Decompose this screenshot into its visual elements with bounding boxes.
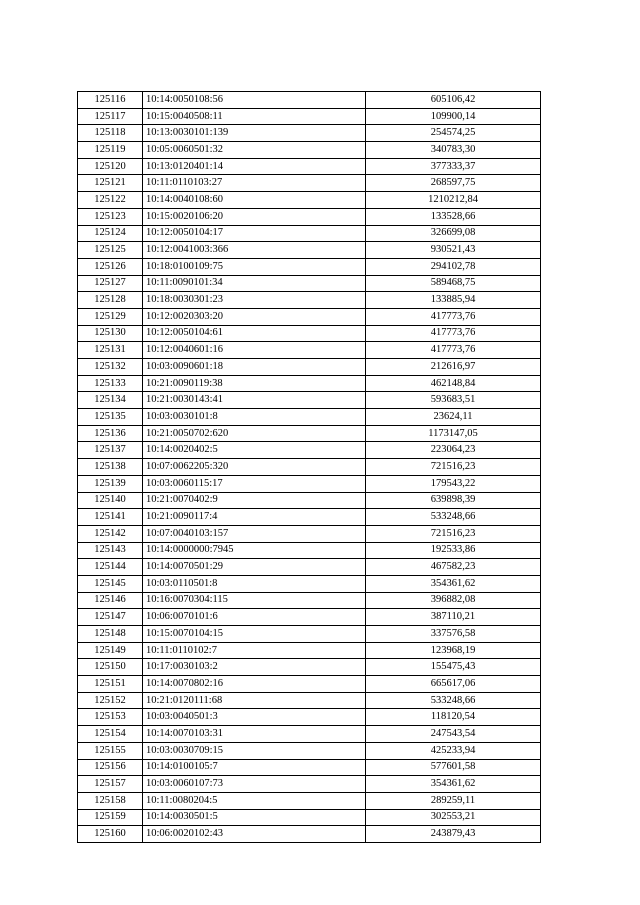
table-row	[78, 125, 541, 142]
cadastral-number-cell: 10:18:0030301:23	[143, 292, 366, 309]
row-id-cell: 125159	[78, 809, 143, 826]
amount-cell: 387110,21	[366, 609, 541, 626]
amount-cell: 930521,43	[366, 242, 541, 259]
cadastral-number-cell: 10:03:0030101:8	[143, 409, 366, 426]
row-id-cell: 125135	[78, 409, 143, 426]
table-row	[78, 575, 541, 592]
table-row	[78, 425, 541, 442]
amount-cell: 192533,86	[366, 542, 541, 559]
row-id-cell: 125154	[78, 726, 143, 743]
table-row	[78, 409, 541, 426]
table-row	[78, 759, 541, 776]
cadastral-number-cell: 10:11:0080204:5	[143, 792, 366, 809]
amount-cell: 721516,23	[366, 459, 541, 476]
row-id-cell: 125151	[78, 676, 143, 693]
row-id-cell: 125149	[78, 642, 143, 659]
row-id-cell: 125121	[78, 175, 143, 192]
cadastral-number-cell: 10:14:0040108:60	[143, 192, 366, 209]
amount-cell: 340783,30	[366, 142, 541, 159]
cadastral-number-cell: 10:12:0050104:61	[143, 325, 366, 342]
cadastral-number-cell: 10:14:0100105:7	[143, 759, 366, 776]
row-id-cell: 125146	[78, 592, 143, 609]
amount-cell: 326699,08	[366, 225, 541, 242]
table-row	[78, 692, 541, 709]
table-row	[78, 142, 541, 159]
cadastral-number-cell: 10:14:0070103:31	[143, 726, 366, 743]
cadastral-number-cell: 10:14:0000000:7945	[143, 542, 366, 559]
cadastral-number-cell: 10:15:0040508:11	[143, 108, 366, 125]
row-id-cell: 125137	[78, 442, 143, 459]
row-id-cell: 125155	[78, 742, 143, 759]
row-id-cell: 125156	[78, 759, 143, 776]
row-id-cell: 125126	[78, 258, 143, 275]
row-id-cell: 125142	[78, 525, 143, 542]
amount-cell: 179543,22	[366, 475, 541, 492]
row-id-cell: 125145	[78, 575, 143, 592]
table-row	[78, 375, 541, 392]
cadastral-number-cell: 10:14:0070802:16	[143, 676, 366, 693]
table-row	[78, 509, 541, 526]
amount-cell: 123968,19	[366, 642, 541, 659]
amount-cell: 639898,39	[366, 492, 541, 509]
amount-cell: 223064,23	[366, 442, 541, 459]
row-id-cell: 125129	[78, 308, 143, 325]
table-row	[78, 559, 541, 576]
row-id-cell: 125150	[78, 659, 143, 676]
amount-cell: 425233,94	[366, 742, 541, 759]
table-row	[78, 676, 541, 693]
cadastral-number-cell: 10:11:0090101:34	[143, 275, 366, 292]
row-id-cell: 125133	[78, 375, 143, 392]
cadastral-number-cell: 10:21:0070402:9	[143, 492, 366, 509]
table-row	[78, 292, 541, 309]
amount-cell: 23624,11	[366, 409, 541, 426]
cadastral-number-cell: 10:13:0120401:14	[143, 158, 366, 175]
table-row	[78, 642, 541, 659]
amount-cell: 337576,58	[366, 626, 541, 643]
row-id-cell: 125147	[78, 609, 143, 626]
amount-cell: 589468,75	[366, 275, 541, 292]
cadastral-number-cell: 10:21:0090117:4	[143, 509, 366, 526]
amount-cell: 417773,76	[366, 342, 541, 359]
table-row	[78, 542, 541, 559]
row-id-cell: 125134	[78, 392, 143, 409]
cadastral-number-cell: 10:03:0090601:18	[143, 359, 366, 376]
row-id-cell: 125125	[78, 242, 143, 259]
row-id-cell: 125128	[78, 292, 143, 309]
data-table	[77, 91, 541, 843]
table-row	[78, 726, 541, 743]
cadastral-number-cell: 10:21:0050702:620	[143, 425, 366, 442]
table-row	[78, 359, 541, 376]
cadastral-number-cell: 10:03:0030709:15	[143, 742, 366, 759]
cadastral-number-cell: 10:11:0110102:7	[143, 642, 366, 659]
table-row	[78, 392, 541, 409]
amount-cell: 417773,76	[366, 308, 541, 325]
table-row	[78, 275, 541, 292]
amount-cell: 212616,97	[366, 359, 541, 376]
cadastral-number-cell: 10:03:0060107:73	[143, 776, 366, 793]
amount-cell: 289259,11	[366, 792, 541, 809]
table-row	[78, 592, 541, 609]
row-id-cell: 125158	[78, 792, 143, 809]
table-row	[78, 475, 541, 492]
table-row	[78, 776, 541, 793]
table-row	[78, 342, 541, 359]
amount-cell: 247543,54	[366, 726, 541, 743]
row-id-cell: 125116	[78, 92, 143, 109]
amount-cell: 665617,06	[366, 676, 541, 693]
table-row	[78, 826, 541, 843]
row-id-cell: 125144	[78, 559, 143, 576]
cadastral-number-cell: 10:03:0040501:3	[143, 709, 366, 726]
amount-cell: 268597,75	[366, 175, 541, 192]
cadastral-number-cell: 10:15:0020106:20	[143, 208, 366, 225]
table-row	[78, 92, 541, 109]
row-id-cell: 125123	[78, 208, 143, 225]
cadastral-number-cell: 10:14:0070501:29	[143, 559, 366, 576]
amount-cell: 302553,21	[366, 809, 541, 826]
amount-cell: 354361,62	[366, 575, 541, 592]
row-id-cell: 125141	[78, 509, 143, 526]
table-row	[78, 325, 541, 342]
row-id-cell: 125160	[78, 826, 143, 843]
amount-cell: 254574,25	[366, 125, 541, 142]
cadastral-number-cell: 10:21:0090119:38	[143, 375, 366, 392]
table-row	[78, 525, 541, 542]
table-row	[78, 459, 541, 476]
amount-cell: 133885,94	[366, 292, 541, 309]
amount-cell: 396882,08	[366, 592, 541, 609]
row-id-cell: 125127	[78, 275, 143, 292]
cadastral-number-cell: 10:14:0020402:5	[143, 442, 366, 459]
table-row	[78, 225, 541, 242]
row-id-cell: 125117	[78, 108, 143, 125]
amount-cell: 133528,66	[366, 208, 541, 225]
cadastral-number-cell: 10:17:0030103:2	[143, 659, 366, 676]
cadastral-number-cell: 10:12:0050104:17	[143, 225, 366, 242]
table-row	[78, 208, 541, 225]
amount-cell: 354361,62	[366, 776, 541, 793]
table-row	[78, 809, 541, 826]
cadastral-number-cell: 10:06:0020102:43	[143, 826, 366, 843]
table-body	[78, 92, 541, 843]
table-row	[78, 108, 541, 125]
cadastral-number-cell: 10:03:0110501:8	[143, 575, 366, 592]
table-row	[78, 442, 541, 459]
cadastral-number-cell: 10:12:0020303:20	[143, 308, 366, 325]
amount-cell: 462148,84	[366, 375, 541, 392]
cadastral-number-cell: 10:12:0040601:16	[143, 342, 366, 359]
row-id-cell: 125153	[78, 709, 143, 726]
amount-cell: 118120,54	[366, 709, 541, 726]
row-id-cell: 125152	[78, 692, 143, 709]
cadastral-number-cell: 10:21:0030143:41	[143, 392, 366, 409]
row-id-cell: 125136	[78, 425, 143, 442]
row-id-cell: 125131	[78, 342, 143, 359]
cadastral-number-cell: 10:07:0040103:157	[143, 525, 366, 542]
cadastral-number-cell: 10:21:0120111:68	[143, 692, 366, 709]
row-id-cell: 125157	[78, 776, 143, 793]
cadastral-number-cell: 10:14:0050108:56	[143, 92, 366, 109]
row-id-cell: 125120	[78, 158, 143, 175]
table-row	[78, 609, 541, 626]
table-row	[78, 192, 541, 209]
amount-cell: 1210212,84	[366, 192, 541, 209]
amount-cell: 155475,43	[366, 659, 541, 676]
table-row	[78, 492, 541, 509]
row-id-cell: 125143	[78, 542, 143, 559]
cadastral-number-cell: 10:03:0060115:17	[143, 475, 366, 492]
cadastral-number-cell: 10:06:0070101:6	[143, 609, 366, 626]
amount-cell: 467582,23	[366, 559, 541, 576]
table-row	[78, 258, 541, 275]
amount-cell: 1173147,05	[366, 425, 541, 442]
table-row	[78, 659, 541, 676]
amount-cell: 417773,76	[366, 325, 541, 342]
cadastral-number-cell: 10:05:0060501:32	[143, 142, 366, 159]
amount-cell: 533248,66	[366, 509, 541, 526]
amount-cell: 605106,42	[366, 92, 541, 109]
cadastral-number-cell: 10:07:0062205:320	[143, 459, 366, 476]
cadastral-number-cell: 10:18:0100109:75	[143, 258, 366, 275]
amount-cell: 577601,58	[366, 759, 541, 776]
row-id-cell: 125119	[78, 142, 143, 159]
amount-cell: 377333,37	[366, 158, 541, 175]
row-id-cell: 125130	[78, 325, 143, 342]
cadastral-number-cell: 10:15:0070104:15	[143, 626, 366, 643]
cadastral-number-cell: 10:11:0110103:27	[143, 175, 366, 192]
table-row	[78, 175, 541, 192]
row-id-cell: 125124	[78, 225, 143, 242]
row-id-cell: 125118	[78, 125, 143, 142]
row-id-cell: 125132	[78, 359, 143, 376]
row-id-cell: 125140	[78, 492, 143, 509]
row-id-cell: 125122	[78, 192, 143, 209]
row-id-cell: 125139	[78, 475, 143, 492]
cadastral-number-cell: 10:16:0070304:115	[143, 592, 366, 609]
row-id-cell: 125148	[78, 626, 143, 643]
cadastral-number-cell: 10:13:0030101:139	[143, 125, 366, 142]
table-row	[78, 742, 541, 759]
amount-cell: 109900,14	[366, 108, 541, 125]
table-row	[78, 242, 541, 259]
table-row	[78, 308, 541, 325]
table-row	[78, 626, 541, 643]
cadastral-number-cell: 10:12:0041003:366	[143, 242, 366, 259]
amount-cell: 243879,43	[366, 826, 541, 843]
amount-cell: 593683,51	[366, 392, 541, 409]
table-row	[78, 158, 541, 175]
amount-cell: 533248,66	[366, 692, 541, 709]
amount-cell: 721516,23	[366, 525, 541, 542]
table-row	[78, 792, 541, 809]
cadastral-number-cell: 10:14:0030501:5	[143, 809, 366, 826]
amount-cell: 294102,78	[366, 258, 541, 275]
table-row	[78, 709, 541, 726]
row-id-cell: 125138	[78, 459, 143, 476]
